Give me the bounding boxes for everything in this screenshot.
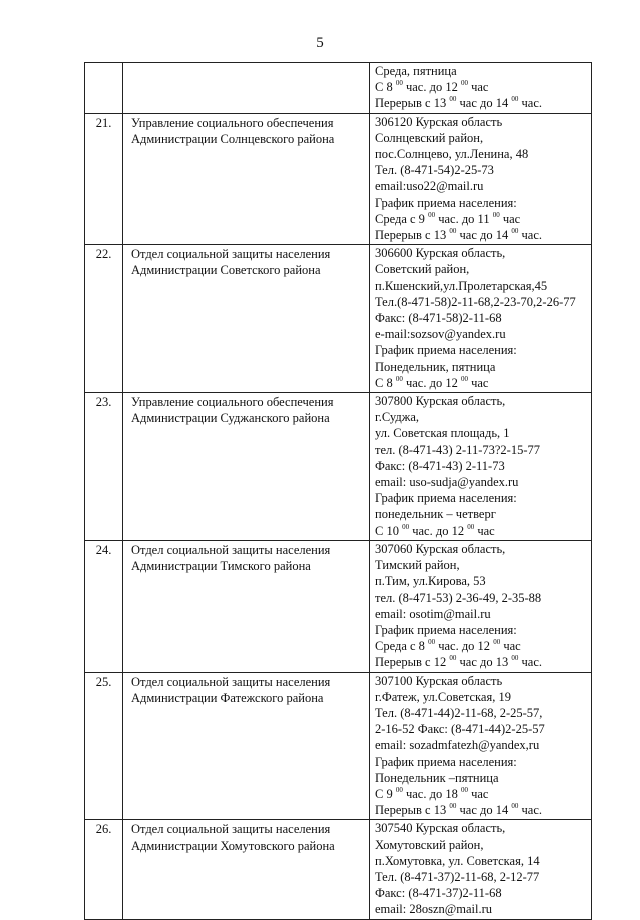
contact-info-line: 307100 Курская область <box>375 673 503 688</box>
table-row <box>85 113 592 245</box>
contact-info-line: ул. Советская площадь, 1 <box>375 426 510 441</box>
contact-info-line: п.Тим, ул.Кирова, 53 <box>375 574 486 589</box>
contact-info-cell <box>370 820 592 919</box>
contact-info-line: 306120 Курская область <box>375 114 503 129</box>
contact-info-cell <box>370 245 592 393</box>
contact-info-line: Хомутовский район, <box>375 837 484 852</box>
contact-info-cell <box>370 540 592 672</box>
contact-info-line: С 8 $^{00}$ час. до 12 $^{00}$ час <box>375 374 489 390</box>
table-row <box>85 672 592 820</box>
contact-info-line: График приема населения: <box>375 195 517 210</box>
contact-info-line: Понедельник –пятница <box>375 770 499 785</box>
office-name-line: Администрации Тимского района <box>131 559 311 574</box>
contact-info-line: Перерыв с 12 $^{00}$ час до 13 $^{00}$ час. <box>375 654 542 670</box>
contact-info-line: Перерыв с 13 $^{00}$ час до 14 $^{00}$ час. <box>375 226 542 243</box>
table-body <box>85 63 592 920</box>
contact-info-line: Тел. (8-471-44)2-11-68, 2-25-57, <box>375 705 543 720</box>
contact-info-line: Факс: (8-471-37)2-11-68 <box>375 886 502 901</box>
contact-info-line: г.Фатеж, ул.Советская, 19 <box>375 689 511 704</box>
offices-table <box>84 62 592 920</box>
contact-info-line: email: uso-sudja@yandex.ru <box>375 475 519 490</box>
contact-info-cell <box>370 113 592 245</box>
contact-info-cell <box>370 672 592 820</box>
office-name-cell <box>123 245 370 393</box>
contact-info-line: График приема населения: <box>375 343 517 358</box>
contact-info-line: пос.Солнцево, ул.Ленина, 48 <box>375 147 529 162</box>
office-name-line: Администрации Фатежского района <box>131 690 324 705</box>
office-name-cell <box>123 393 370 541</box>
office-name-line: Отдел социальной защиты населения <box>131 822 331 837</box>
contact-info-line: 307800 Курская область, <box>375 394 506 409</box>
table-row <box>85 540 592 672</box>
contact-info-line: 307540 Курская область, <box>375 821 506 836</box>
contact-info-line: Тел.(8-471-58)2-11-68,2-23-70,2-26-77 <box>375 294 576 309</box>
contact-info-line: Среда с 8 $^{00}$ час. до 12 $^{00}$ час <box>375 637 521 654</box>
contact-info-line: Советский район, <box>375 262 470 277</box>
contact-info-line: тел. (8-471-43) 2-11-73?2-15-77 <box>375 442 541 457</box>
contact-info-line: г.Суджа, <box>375 410 420 425</box>
row-number: 24. <box>85 540 123 672</box>
office-name-line: Администрации Суджанского района <box>131 411 330 426</box>
contact-info-line: email:uso22@mail.ru <box>375 179 484 194</box>
row-number: 22. <box>85 245 123 393</box>
contact-info-line: С 8 $^{00}$ час. до 12 $^{00}$ час <box>375 79 489 95</box>
contact-info-line: Тел. (8-471-37)2-11-68, 2-12-77 <box>375 869 540 884</box>
contact-info-line: С 9 $^{00}$ час. до 18 $^{00}$ час <box>375 785 489 801</box>
contact-info-line: Перерыв с 13 $^{00}$ час до 14 $^{00}$ час. <box>375 801 542 818</box>
contact-info-line: График приема населения: <box>375 491 517 506</box>
row-number: 23. <box>85 393 123 541</box>
row-number: 21. <box>85 113 123 245</box>
contact-info-line: Факс: (8-471-43) 2-11-73 <box>375 458 505 473</box>
office-name-cell <box>123 63 370 114</box>
contact-info-line: Перерыв с 13 $^{00}$ час до 14 $^{00}$ час. <box>375 95 542 111</box>
table-row <box>85 393 592 541</box>
contact-info-line: email: sozadmfatezh@yandex,ru <box>375 738 540 753</box>
contact-info-line: 306600 Курская область, <box>375 246 506 261</box>
office-name-cell <box>123 113 370 245</box>
contact-info-cell <box>370 63 592 114</box>
contact-info-line: 307060 Курская область, <box>375 541 506 556</box>
office-name-line: Отдел социальной защиты населения <box>131 542 331 557</box>
office-name-cell <box>123 540 370 672</box>
contact-info-line: Тел. (8-471-54)2-25-73 <box>375 163 494 178</box>
table-row <box>85 63 592 114</box>
contact-info-line: email: 28oszn@mail.ru <box>375 902 493 917</box>
contact-info-line: С 10 $^{00}$ час. до 12 $^{00}$ час <box>375 522 495 538</box>
row-number: 26. <box>85 820 123 919</box>
contact-info-line: Понедельник, пятница <box>375 359 496 374</box>
row-number: 25. <box>85 672 123 820</box>
office-name-line: Администрации Солнцевского района <box>131 131 335 146</box>
contact-info-line: 2-16-52 Факс: (8-471-44)2-25-57 <box>375 722 545 737</box>
contact-info-cell <box>370 393 592 541</box>
contact-info-line: п.Кшенский,ул.Пролетарская,45 <box>375 278 548 293</box>
office-name-line: Администрации Советского района <box>131 263 321 278</box>
table-row <box>85 245 592 393</box>
office-name-line: Управление социального обеспечения <box>131 395 334 410</box>
office-name-line: Отдел социальной защиты населения <box>131 247 331 262</box>
contact-info-line: График приема населения: <box>375 754 517 769</box>
contact-info-line: понедельник – четверг <box>375 507 496 522</box>
contact-info-line: Среда, пятница <box>375 64 457 78</box>
page-number: 5 <box>316 35 324 51</box>
contact-info-line: тел. (8-471-53) 2-36-49, 2-35-88 <box>375 590 542 605</box>
contact-info-line: График приема населения: <box>375 622 517 637</box>
contact-info-line: Тимский район, <box>375 558 460 573</box>
contact-info-line: e-mail:sozsov@yandex.ru <box>375 327 506 342</box>
contact-info-line: Среда с 9 $^{00}$ час. до 11 $^{00}$ час <box>375 210 521 226</box>
contact-info-line: Факс: (8-471-58)2-11-68 <box>375 311 502 326</box>
contact-info-line: п.Хомутовка, ул. Советская, 14 <box>375 853 540 868</box>
contact-info-line: email: osotim@mail.ru <box>375 606 491 621</box>
office-name-line: Управление социального обеспечения <box>131 115 334 130</box>
office-name-cell <box>123 820 370 919</box>
office-name-line: Администрации Хомутовского района <box>131 838 335 853</box>
row-number <box>85 63 123 114</box>
table-row <box>85 820 592 919</box>
contact-info-line: Солнцевский район, <box>375 130 484 145</box>
office-name-cell <box>123 672 370 820</box>
office-name-line: Отдел социальной защиты населения <box>131 674 331 689</box>
